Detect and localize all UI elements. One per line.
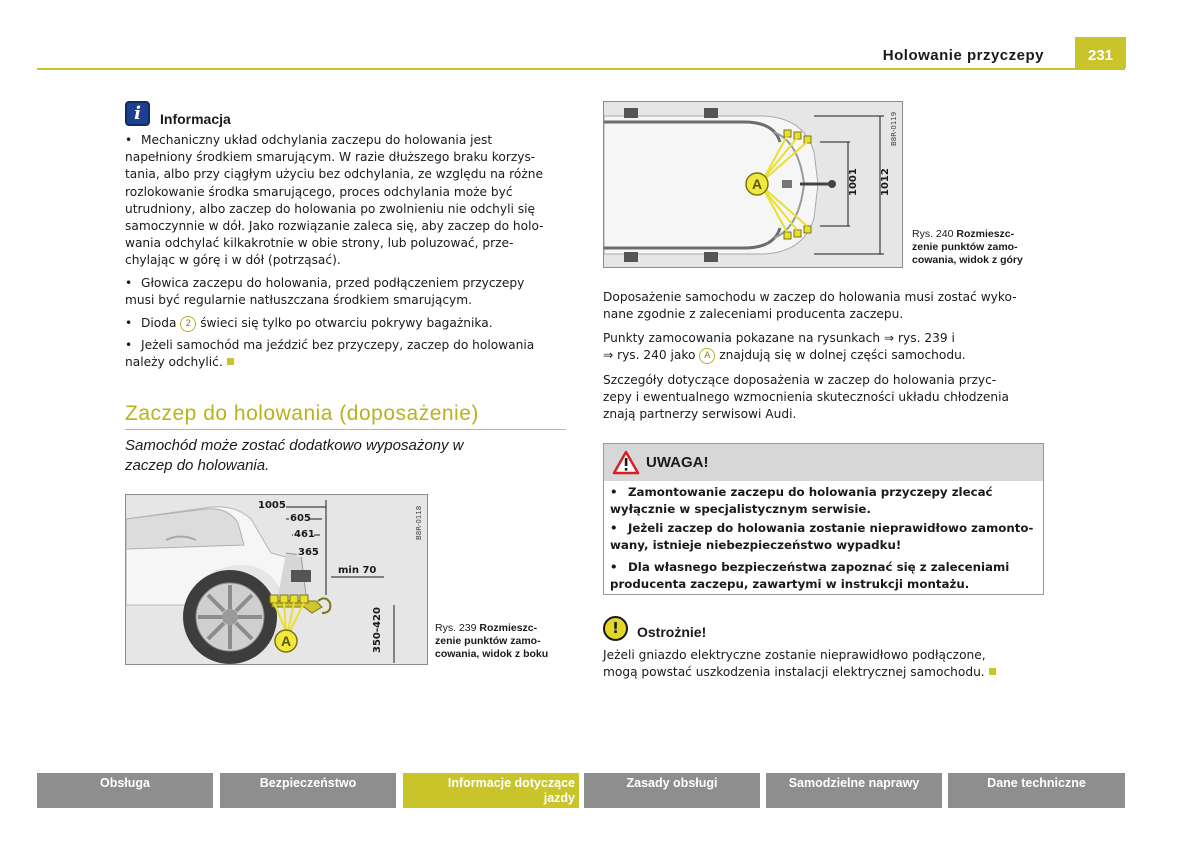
dim-1001: 1001 xyxy=(848,168,859,196)
nav-tab-informacje-jazdy[interactable]: Informacje dotyczące jazdy xyxy=(403,773,579,808)
info-item-1: • Mechaniczny układ odchylania zaczepu do holowania jest napełniony środkiem smarującym. W razie dłuższego braku korzys- tania, albo przy ciągłym użyciu bez odchylania, ze względu na różne rozlokowanie środka smarującego, proces odchylania może być utrudniony, albo zaczep do holowania po zwolnieniu nie odchyli się samoczynnie w dół. Jako rozwiązanie zaleca się, aby zaczep do holo- wania odchylać kilkakrotnie w obie strony, lub poluzować, prze- chylając w górę i w dół (potrząsać). xyxy=(125,133,544,268)
nav-tab-bezpieczenstwo[interactable]: Bezpieczeństwo xyxy=(220,773,396,808)
info-item-3: • Dioda 2 świeci się tylko po otwarciu pokrywy bagażnika. xyxy=(125,316,493,330)
info-title: Informacja xyxy=(160,111,231,127)
warning-item-1: • Zamontowanie zaczepu do holowania przyczepy zlecać wyłącznie w specjalistycznym serwisie. xyxy=(610,485,993,516)
nav-tab-dane-techniczne[interactable]: Dane techniczne xyxy=(948,773,1125,808)
paragraph-retrofit: Doposażenie samochodu w zaczep do holowania musi zostać wyko- nane zgodnie z zaleceniami producenta zaczepu. xyxy=(603,290,1017,322)
dim-1005: 1005 xyxy=(258,500,286,511)
figure-240-caption: Rys. 240 Rozmieszc- zenie punktów zamo- cowania, widok z góry xyxy=(912,228,1023,266)
section-rule xyxy=(125,429,566,430)
nav-tab-samodzielne-naprawy[interactable]: Samodzielne naprawy xyxy=(766,773,942,808)
caution-title: Ostrożnie! xyxy=(637,624,707,640)
figure-239-caption: Rys. 239 Rozmieszc- zenie punktów zamo- cowania, widok z boku xyxy=(435,622,549,660)
fig240-point-a-label: A xyxy=(751,176,763,192)
warning-item-3: • Dla własnego bezpieczeństwa zapoznać się z zaleceniami producenta zaczepu, zawartymi w instrukcji montażu. xyxy=(610,560,1010,591)
dim-350-420: 350-420 xyxy=(372,607,383,653)
point-a-callout: A xyxy=(699,348,715,364)
fig239-point-a-label: A xyxy=(280,633,292,649)
side-view-illustration xyxy=(126,495,427,664)
fig239-code: B8R-0118 xyxy=(415,505,423,540)
dim-1012: 1012 xyxy=(880,168,891,196)
section-subtitle: Samochód może zostać dodatkowo wyposażony w zaczep do holowania. xyxy=(125,437,464,474)
end-marker-icon xyxy=(989,668,996,675)
caution-text: Jeżeli gniazdo elektryczne zostanie nieprawidłowo podłączone, mogą powstać uszkodzenia instalacji elektrycznej samochodu. xyxy=(603,647,1053,681)
nav-tab-zasady-obslugi[interactable]: Zasady obsługi xyxy=(584,773,760,808)
info-item-2: • Głowica zaczepu do holowania, przed podłączeniem przyczepy musi być regularnie natłuszczana środkiem smarującym. xyxy=(125,276,525,308)
top-view-illustration xyxy=(604,102,902,267)
fig240-code: B8R-0119 xyxy=(890,111,898,146)
figure-240-top-view xyxy=(603,101,903,268)
dim-min-70: min 70 xyxy=(338,565,377,576)
caution-icon: ! xyxy=(603,616,628,641)
section-title: Zaczep do holowania (doposażenie) xyxy=(125,402,479,425)
dim-605: 605 xyxy=(290,513,311,524)
running-header-title: Holowanie przyczepy xyxy=(882,47,1044,64)
nav-tab-obsluga[interactable]: Obsługa xyxy=(37,773,213,808)
paragraph-details: Szczegóły dotyczące doposażenia w zaczep do holowania przyc- zepy i ewentualnego wzmocnienia skuteczności układu chłodzenia znają partnerzy serwisowi Audi. xyxy=(603,373,1009,422)
figure-239-side-view xyxy=(125,494,428,665)
info-item-4: • Jeżeli samochód ma jeździć bez przyczepy, zaczep do holowania należy odchylić. xyxy=(125,338,535,370)
info-icon: i xyxy=(125,101,150,126)
dim-461: 461 xyxy=(294,529,315,540)
dim-365: 365 xyxy=(298,547,319,558)
led-callout-2: 2 xyxy=(180,316,196,332)
paragraph-mounting-points: Punkty zamocowania pokazane na rysunkach ⇒ rys. 239 i ⇒ rys. 240 jako A znajdują się w dolnej części samochodu. xyxy=(603,331,966,363)
end-marker-icon xyxy=(227,358,234,365)
warning-box xyxy=(603,443,1044,595)
warning-item-2: • Jeżeli zaczep do holowania zostanie nieprawidłowo zamonto- wany, istnieje niebezpieczeństwo wypadku! xyxy=(610,521,1034,552)
warning-title: UWAGA! xyxy=(646,454,709,471)
page-number: 231 xyxy=(1075,37,1126,68)
warning-triangle-icon xyxy=(612,450,640,475)
header-rule xyxy=(37,68,1125,70)
